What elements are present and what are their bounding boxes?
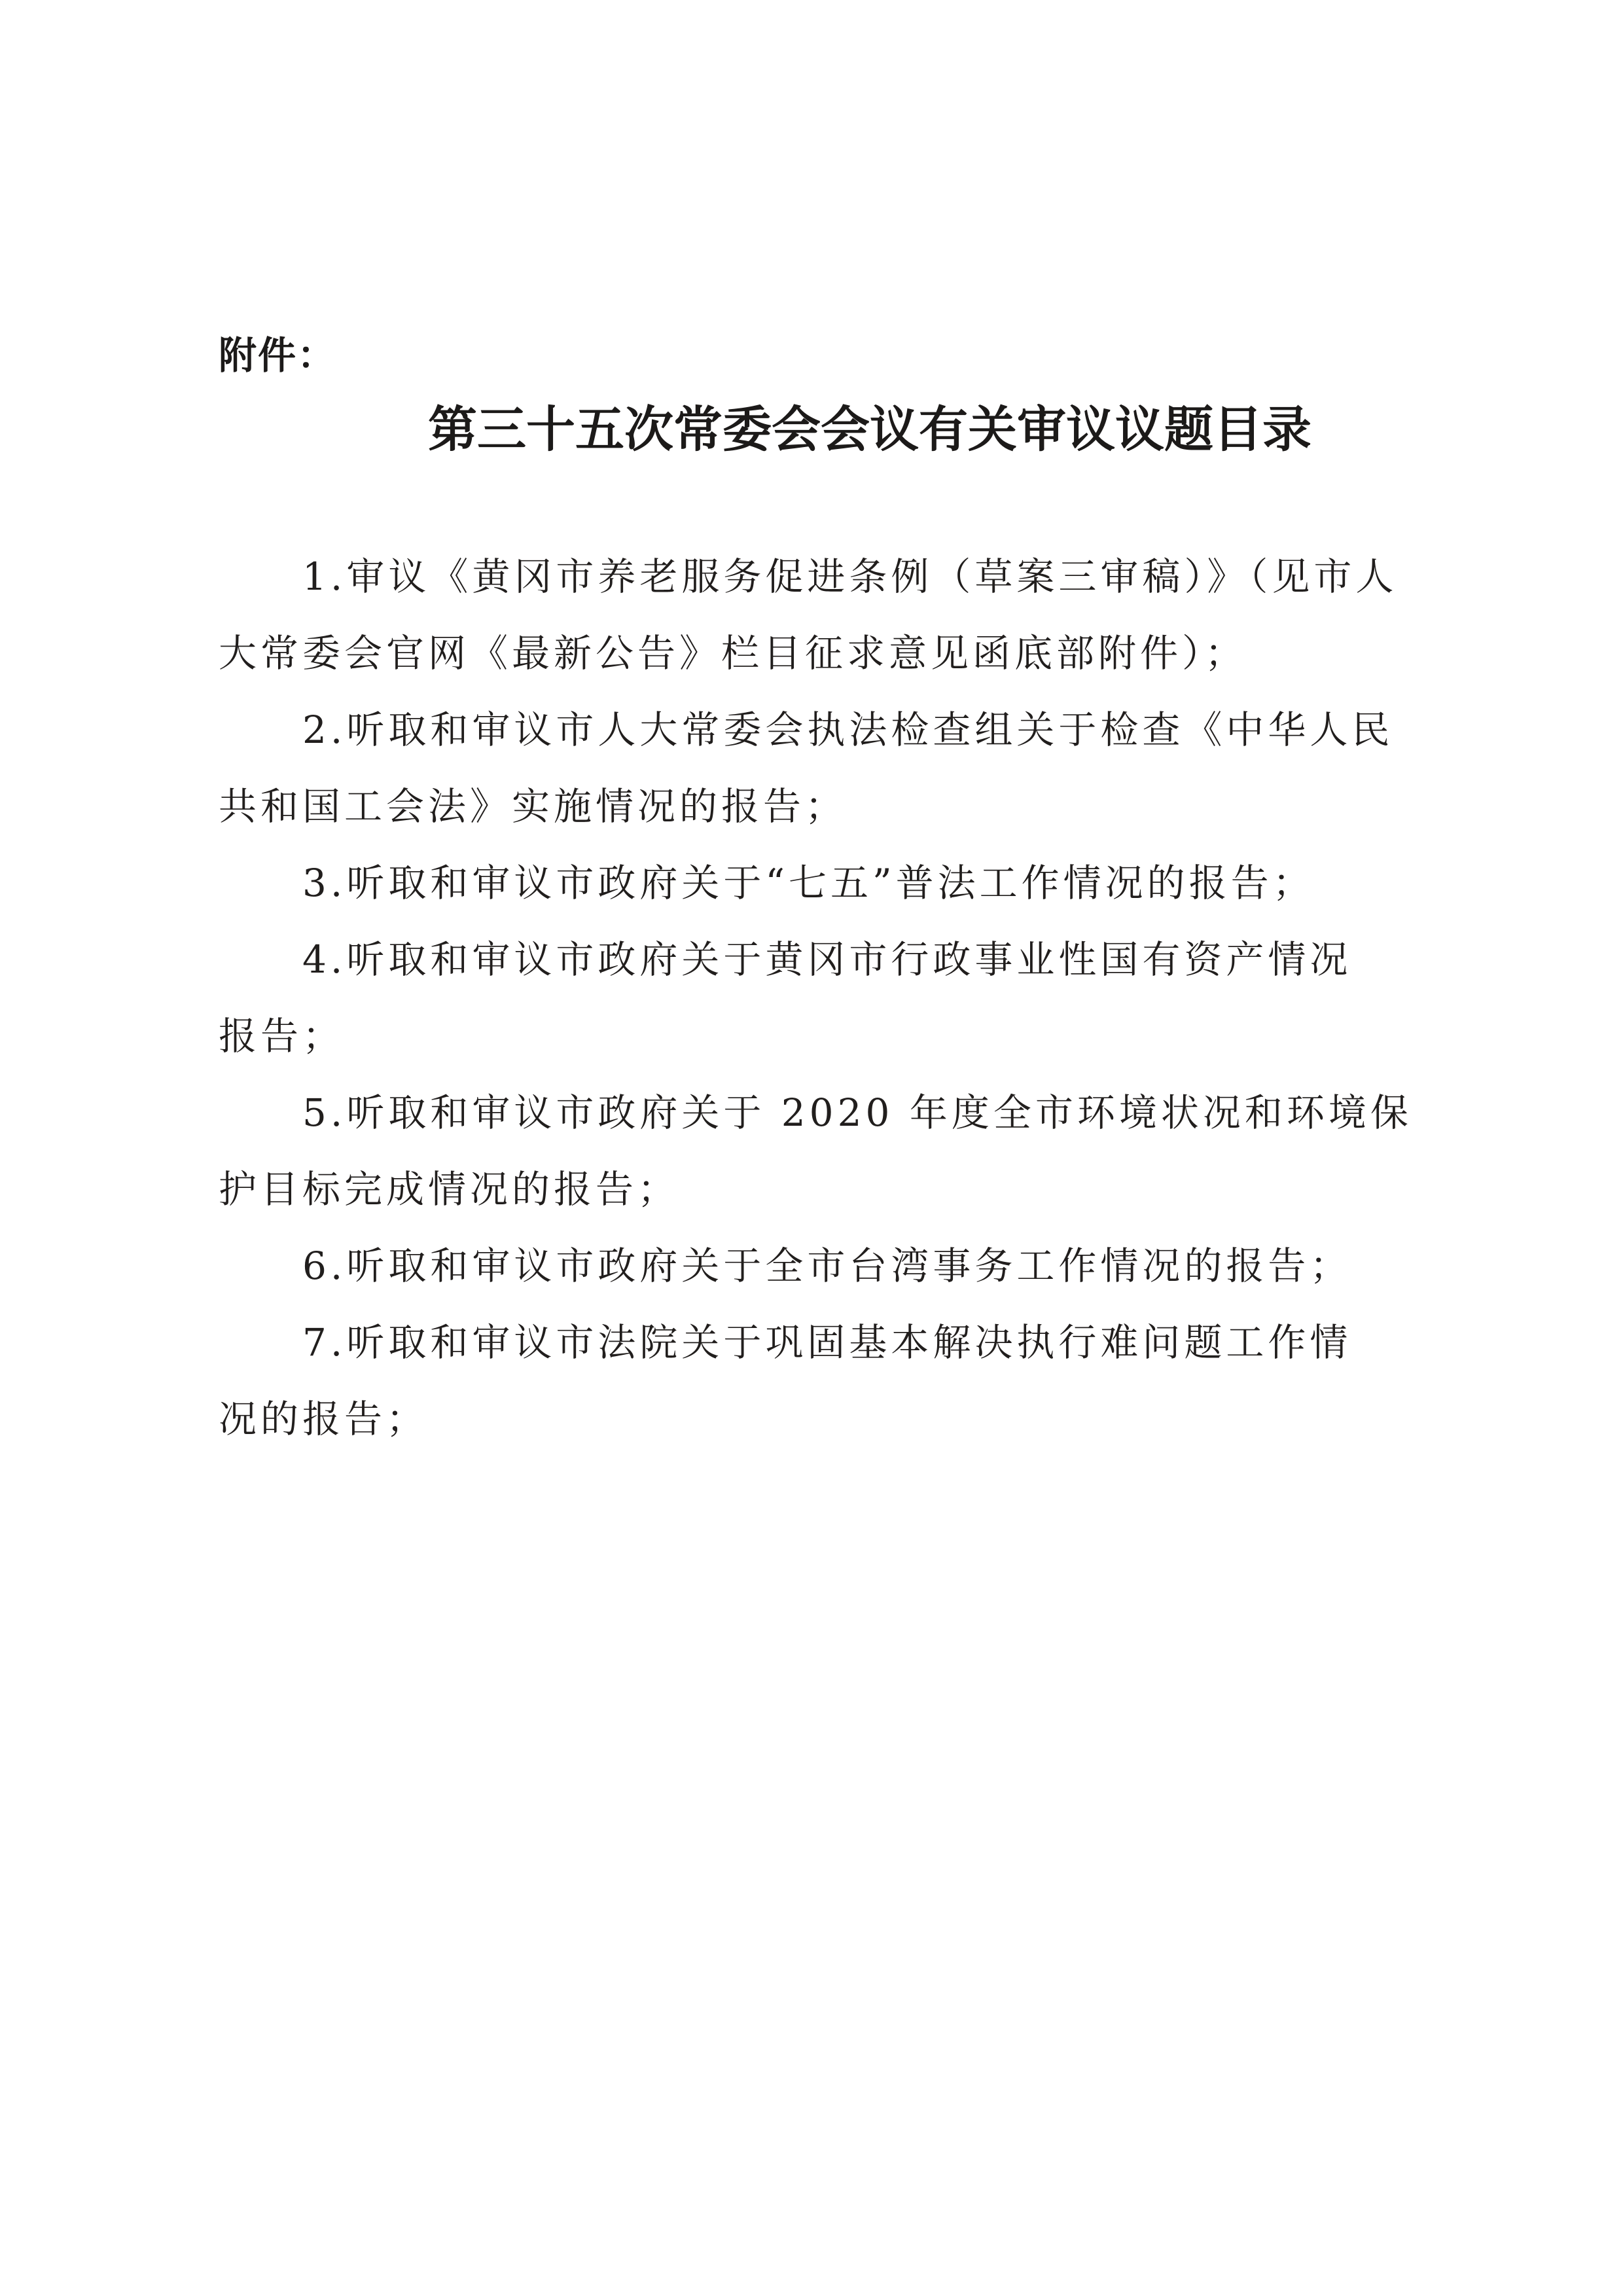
agenda-item-7 [219, 1304, 1462, 1458]
agenda-item-line: 3.听取和审议市政府关于“七五”普法工作情况的报告； [302, 861, 1315, 905]
agenda-item-line: 7.听取和审议市法院关于巩固基本解决执行难问题工作情 [302, 1320, 1352, 1365]
agenda-item-line: 2.听取和审议市人大常委会执法检查组关于检查《中华人民 [302, 708, 1394, 752]
agenda-item-1 [219, 539, 1462, 692]
agenda-item-line: 6.听取和审议市政府关于全市台湾事务工作情况的报告； [302, 1244, 1352, 1288]
agenda-item-line: 况的报告； [219, 1397, 429, 1441]
attachment-label: 附件： [219, 333, 337, 378]
agenda-list [219, 539, 1462, 1458]
document-title: 第三十五次常委会会议有关审议议题目录 [428, 401, 1312, 458]
agenda-item-6 [219, 1228, 1462, 1304]
agenda-item-line: 1.审议《黄冈市养老服务促进条例（草案三审稿）》（见市人 [302, 554, 1398, 599]
agenda-item-3 [219, 845, 1462, 922]
agenda-item-2 [219, 692, 1462, 845]
agenda-item-4 [219, 922, 1462, 1075]
agenda-item-line: 护目标完成情况的报告； [219, 1167, 680, 1211]
agenda-item-5 [219, 1075, 1462, 1228]
agenda-item-line: 4.听取和审议市政府关于黄冈市行政事业性国有资产情况 [302, 937, 1352, 982]
agenda-item-line: 大常委会官网《最新公告》栏目征求意见函底部附件）； [219, 631, 1247, 675]
agenda-item-line: 5.听取和审议市政府关于 2020 年度全市环境状况和环境保 [302, 1090, 1412, 1135]
agenda-item-line: 共和国工会法》实施情况的报告； [219, 784, 847, 829]
agenda-item-line: 报告； [219, 1014, 345, 1058]
